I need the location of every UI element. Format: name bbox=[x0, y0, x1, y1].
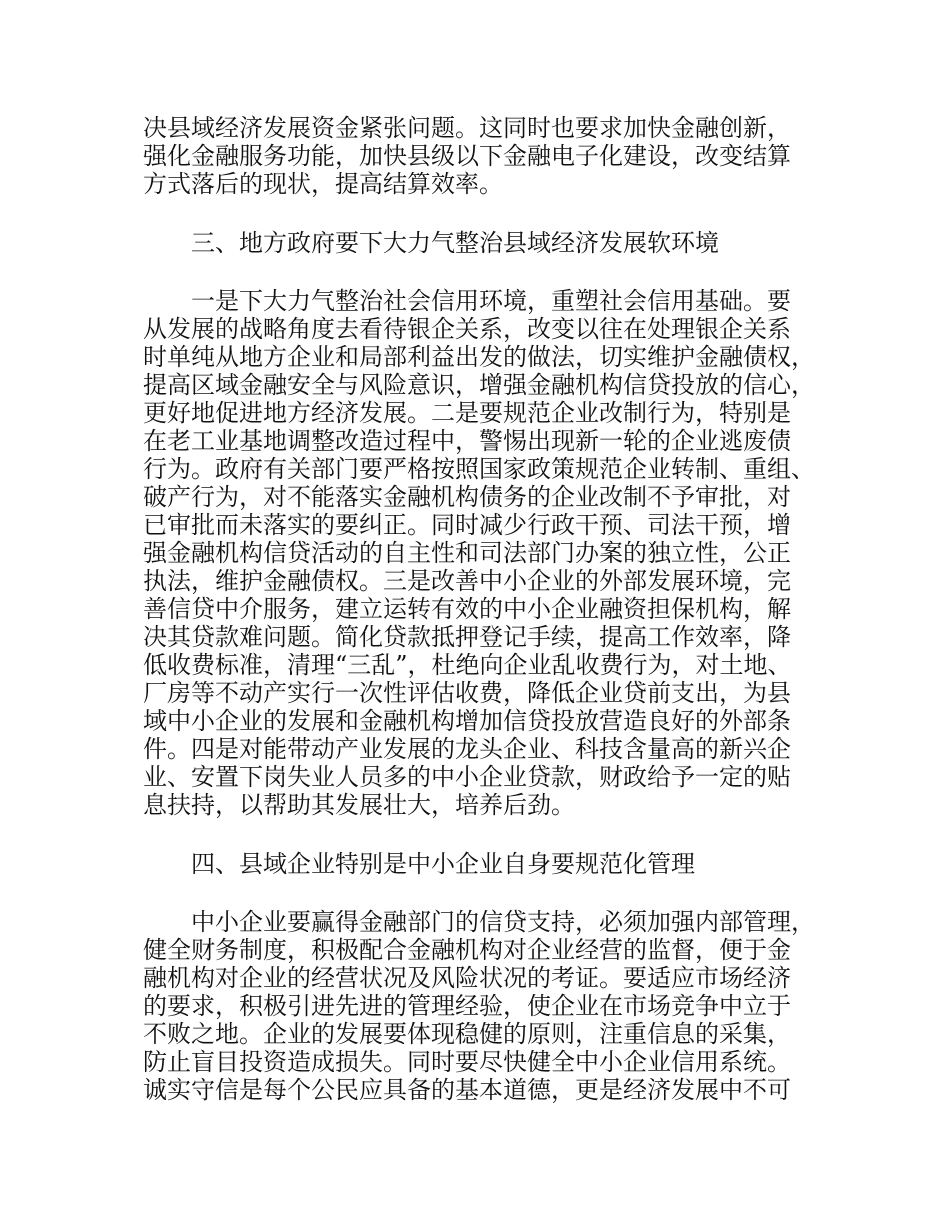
heading-line: 三、地方政府要下大力气整治县域经济发展软环境 bbox=[143, 229, 719, 257]
paragraph-line: 方式落后的现状，提高结算效率。 bbox=[143, 170, 503, 198]
paragraph-2 bbox=[143, 287, 823, 819]
paragraph-line: 更好地促进地方经济发展。二是要规范企业改制行为，特别是 bbox=[143, 399, 791, 427]
paragraph-line: 融机构对企业的经营状况及风险状况的考证。要适应市场经济 bbox=[143, 964, 791, 992]
paragraph-line: 已审批而未落实的要纠正。同时减少行政干预、司法干预，增 bbox=[143, 511, 791, 539]
heading-line: 四、县域企业特别是中小企业自身要规范化管理 bbox=[143, 850, 695, 878]
paragraph-line: 业、安置下岗失业人员多的中小企业贷款，财政给予一定的贴 bbox=[143, 763, 791, 791]
paragraph-line: 的要求，积极引进先进的管理经验，使企业在市场竞争中立于 bbox=[143, 992, 791, 1020]
paragraph-line: 件。四是对能带动产业发展的龙头企业、科技含量高的新兴企 bbox=[143, 735, 791, 763]
section-heading-3 bbox=[143, 229, 823, 257]
paragraph-3 bbox=[143, 908, 823, 1104]
paragraph-line: 提高区域金融安全与风险意识，增强金融机构信贷投放的信心， bbox=[143, 371, 815, 399]
paragraph-line: 强化金融服务功能，加快县级以下金融电子化建设，改变结算 bbox=[143, 142, 791, 170]
paragraph-line: 健全财务制度，积极配合金融机构对企业经营的监督，便于金 bbox=[143, 936, 791, 964]
paragraph-line: 时单纯从地方企业和局部利益出发的做法，切实维护金融债权， bbox=[143, 343, 815, 371]
paragraph-line: 善信贷中介服务，建立运转有效的中小企业融资担保机构，解 bbox=[143, 595, 791, 623]
paragraph-line: 一是下大力气整治社会信用环境，重塑社会信用基础。要 bbox=[143, 287, 791, 315]
paragraph-line: 执法，维护金融债权。三是改善中小企业的外部发展环境，完 bbox=[143, 567, 791, 595]
paragraph-line: 域中小企业的发展和金融机构增加信贷投放营造良好的外部条 bbox=[143, 707, 791, 735]
paragraph-line: 息扶持，以帮助其发展壮大，培养后劲。 bbox=[143, 791, 575, 819]
paragraph-line: 决县域经济发展资金紧张问题。这同时也要求加快金融创新， bbox=[143, 114, 791, 142]
paragraph-line: 防止盲目投资造成损失。同时要尽快健全中小企业信用系统。 bbox=[143, 1048, 791, 1076]
paragraph-line: 不败之地。企业的发展要体现稳健的原则，注重信息的采集， bbox=[143, 1020, 791, 1048]
paragraph-line: 强金融机构信贷活动的自主性和司法部门办案的独立性，公正 bbox=[143, 539, 791, 567]
paragraph-line: 诚实守信是每个公民应具备的基本道德，更是经济发展中不可 bbox=[143, 1076, 791, 1104]
section-heading-4 bbox=[143, 850, 823, 878]
paragraph-line: 中小企业要赢得金融部门的信贷支持，必须加强内部管理， bbox=[143, 908, 815, 936]
paragraph-line: 厂房等不动产实行一次性评估收费，降低企业贷前支出，为县 bbox=[143, 679, 791, 707]
paragraph-line: 低收费标准，清理“三乱”，杜绝向企业乱收费行为，对土地、 bbox=[143, 651, 792, 679]
paragraph-line: 行为。政府有关部门要严格按照国家政策规范企业转制、重组、 bbox=[143, 455, 815, 483]
paragraph-line: 决其贷款难问题。简化贷款抵押登记手续，提高工作效率，降 bbox=[143, 623, 791, 651]
paragraph-line: 从发展的战略角度去看待银企关系，改变以往在处理银企关系 bbox=[143, 315, 791, 343]
paragraph-1 bbox=[143, 114, 823, 198]
paragraph-line: 在老工业基地调整改造过程中，警惕出现新一轮的企业逃废债 bbox=[143, 427, 791, 455]
paragraph-line: 破产行为，对不能落实金融机构债务的企业改制不予审批，对 bbox=[143, 483, 791, 511]
